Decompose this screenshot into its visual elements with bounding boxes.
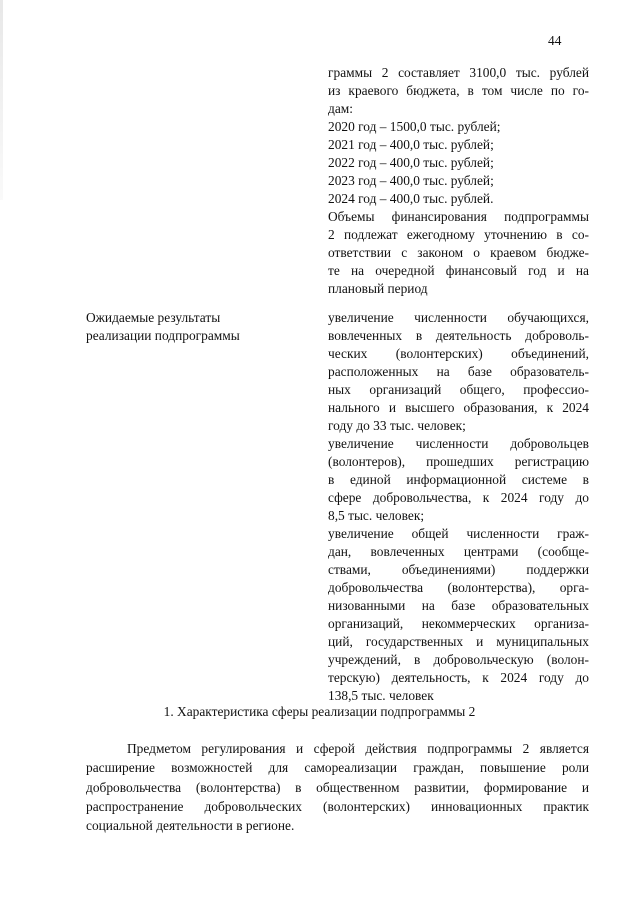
text-line: (волонтеров), прошедших регистрацию xyxy=(328,454,589,469)
text-line: 138,5 тыс. человек xyxy=(328,688,434,703)
text-line: нального и высшего образования, к 2024 xyxy=(328,400,589,415)
page-number: 44 xyxy=(548,33,562,48)
text-line: организаций, некоммерческих организа- xyxy=(328,616,589,631)
funding-text xyxy=(328,64,589,298)
text-line: увеличение численности добровольцев xyxy=(328,436,589,451)
text-line: плановый период xyxy=(328,281,428,296)
results-text xyxy=(328,309,589,705)
text-line: 2023 год – 400,0 тыс. рублей; xyxy=(328,173,494,188)
section-paragraph xyxy=(86,739,589,835)
paragraph-line: добровольчества (волонтерства) в общественном развитии, формирование и xyxy=(86,779,589,795)
scan-margin-shadow xyxy=(0,0,3,200)
text-line: ответствии с законом о краевом бюдже- xyxy=(328,245,589,260)
text-line: увеличение численности обучающихся, xyxy=(328,310,589,325)
text-line: учреждений, в добровольческую (волон- xyxy=(328,652,589,667)
text-line: добровольчества (волонтерства), орга- xyxy=(328,580,589,595)
label-line: реализации подпрограммы xyxy=(86,328,240,343)
text-line: 8,5 тыс. человек; xyxy=(328,508,425,523)
text-line: 2022 год – 400,0 тыс. рублей; xyxy=(328,155,494,170)
text-line: Объемы финансирования подпрограммы xyxy=(328,209,589,224)
text-line: 2020 год – 1500,0 тыс. рублей; xyxy=(328,119,501,134)
paragraph-line: распространение добровольческих (волонтерских) инновационных практик xyxy=(86,798,589,814)
text-line: дам: xyxy=(328,101,353,116)
text-line: 2021 год – 400,0 тыс. рублей; xyxy=(328,137,494,152)
text-line: сфере добровольчества, к 2024 году до xyxy=(328,490,589,505)
text-line: ных организаций общего, профессио- xyxy=(328,382,589,397)
text-line: из краевого бюджета, в том числе по го- xyxy=(328,83,589,98)
section-heading: 1. Характеристика сферы реализации подпрограммы 2 xyxy=(163,704,476,719)
text-line: ческих (волонтерских) объединений, xyxy=(328,346,589,361)
paragraph-line: расширение возможностей для самореализации граждан, повышение роли xyxy=(86,760,589,776)
text-line: расположенных на базе образователь- xyxy=(328,364,589,379)
text-line: в единой информационной системе в xyxy=(328,472,589,487)
text-line: году до 33 тыс. человек; xyxy=(328,418,466,433)
paragraph-line: Предметом регулирования и сферой действия подпрограммы 2 является xyxy=(127,741,589,756)
text-line: увеличение общей численности граж- xyxy=(328,526,589,541)
text-line: ций, государственных и муниципальных xyxy=(328,634,589,649)
text-line: те на очередной финансовый год и на xyxy=(328,263,589,278)
text-line: граммы 2 составляет 3100,0 тыс. рублей xyxy=(328,65,589,80)
text-line: 2024 год – 400,0 тыс. рублей. xyxy=(328,191,494,206)
results-label xyxy=(86,309,306,345)
text-line: низованными на базе образовательных xyxy=(328,598,589,613)
text-line: дан, вовлеченных центрами (сообще- xyxy=(328,544,589,559)
paragraph-line: социальной деятельности в регионе. xyxy=(86,818,295,834)
text-line: 2 подлежат ежегодному уточнению в со- xyxy=(328,227,589,242)
text-line: терскую) деятельность, к 2024 году до xyxy=(328,670,589,685)
label-line: Ожидаемые результаты xyxy=(86,310,221,325)
text-line: ствами, объединениями) поддержки xyxy=(328,562,589,577)
text-line: вовлеченных в деятельность доброволь- xyxy=(328,328,589,343)
